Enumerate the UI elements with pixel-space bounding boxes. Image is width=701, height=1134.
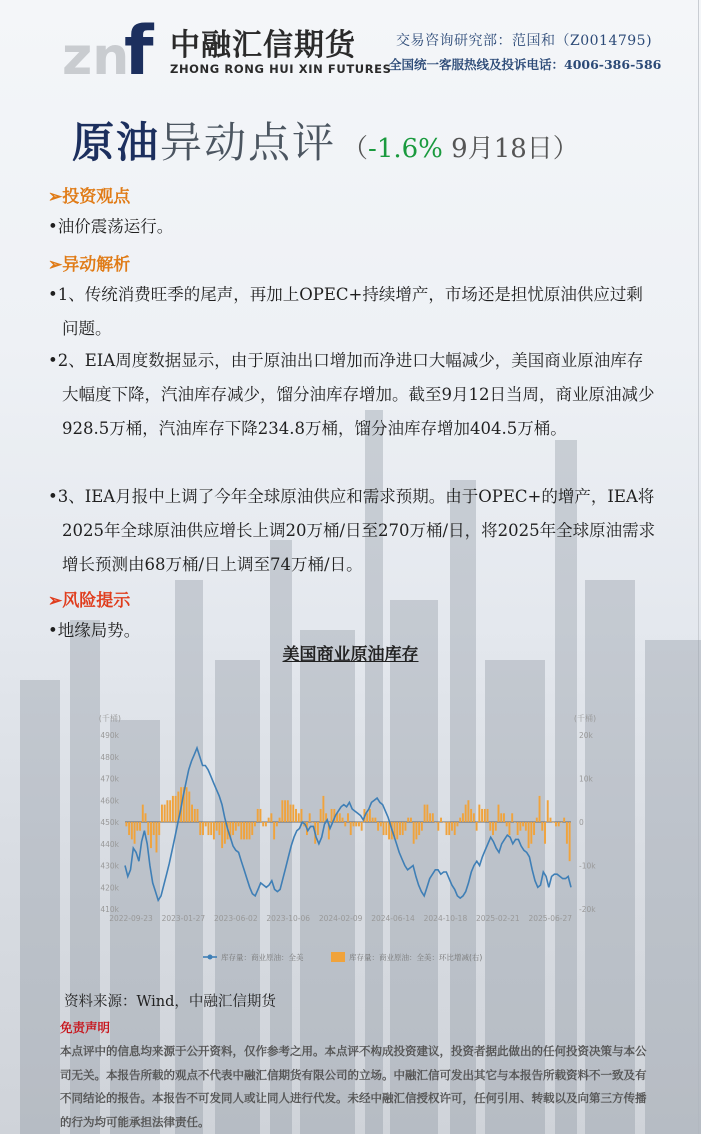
bar-mark	[544, 822, 546, 844]
bar-mark	[197, 809, 199, 822]
bar-mark	[246, 822, 248, 839]
bar-mark	[528, 822, 530, 848]
bar-mark	[218, 822, 220, 835]
legend-label-bar: 库存量：商业原油：全美：环比增减(右)	[349, 953, 483, 962]
bar-mark	[221, 822, 223, 848]
bar-mark	[550, 818, 552, 822]
bar-mark	[251, 822, 253, 835]
bar-mark	[161, 805, 163, 822]
x-tick-label: 2023-10-06	[266, 914, 311, 923]
bar-mark	[142, 805, 144, 822]
bar-mark	[374, 818, 376, 822]
bar-mark	[569, 822, 571, 861]
bar-mark	[514, 822, 516, 823]
analysis-item-1: •1、传统消费旺季的尾声，再加上OPEC+持续增产，市场还是担忧原油供应过剩问题。	[48, 285, 643, 338]
bar-mark	[366, 813, 368, 822]
inventory-line	[125, 748, 571, 900]
bar-mark	[262, 822, 264, 826]
bar-mark	[467, 800, 469, 822]
source-note: 资料来源：Wind，中融汇信期货	[64, 994, 276, 1010]
x-tick-label: 2025-02-21	[476, 914, 520, 923]
bar-mark	[339, 813, 341, 822]
bar-mark	[265, 822, 267, 826]
bar-mark	[437, 822, 439, 831]
bar-mark	[396, 822, 398, 839]
bar-mark	[347, 813, 349, 822]
bar-mark	[301, 809, 303, 822]
x-tick-label: 2024-02-09	[318, 914, 363, 923]
bar-mark	[484, 809, 486, 822]
svg-text:f: f	[124, 12, 154, 82]
bar-mark	[506, 822, 508, 826]
bar-mark	[424, 805, 426, 822]
bar-mark	[210, 822, 212, 835]
page-title	[72, 110, 579, 170]
bar-mark	[311, 822, 313, 823]
bar-mark	[317, 822, 319, 835]
bar-mark	[432, 813, 434, 822]
bar-mark	[284, 800, 286, 822]
right-tick-label: 10k	[579, 774, 593, 784]
bar-mark	[533, 822, 535, 835]
bar-mark	[511, 813, 513, 822]
bar-mark	[224, 822, 226, 844]
bar-mark	[429, 813, 431, 822]
bar-mark	[235, 822, 237, 831]
bar-mark	[358, 822, 360, 826]
bar-mark	[205, 822, 207, 826]
bar-mark	[383, 822, 385, 835]
x-tick-label: 2023-01-27	[161, 914, 206, 923]
bar-mark	[268, 818, 270, 822]
bar-mark	[128, 822, 130, 835]
bar-mark	[298, 813, 300, 822]
bar-mark	[473, 813, 475, 822]
bar-mark	[413, 822, 415, 844]
hotline-contact: 全国统一客服热线及投诉电话：4006-386-586	[389, 57, 662, 72]
bar-mark	[145, 813, 147, 822]
left-axis-unit: (千桶)	[98, 714, 121, 723]
bar-mark	[290, 805, 292, 822]
bar-mark	[279, 818, 281, 822]
bar-mark	[131, 822, 133, 839]
left-tick-label: 410k	[100, 905, 119, 914]
chart-title: 美国商业原油库存	[282, 645, 419, 665]
bar-mark	[232, 822, 234, 835]
bar-mark	[276, 822, 278, 826]
right-tick-label: 20k	[579, 731, 593, 740]
bar-mark	[440, 818, 442, 822]
bar-mark	[134, 822, 136, 844]
bar-mark	[355, 822, 357, 826]
bar-mark	[369, 809, 371, 822]
bar-mark	[517, 822, 519, 835]
disclaimer-title: 免责声明	[60, 1020, 111, 1035]
section-risk-title: ➢风险提示	[48, 591, 131, 611]
bar-mark	[194, 809, 196, 822]
bar-mark	[563, 818, 565, 822]
analysis-item-3: •3、IEA月报中上调了今年全球原油供应和需求预期。由于OPEC+的增产，IEA将2025年全球原油供应增长上调20万桶/日至270万桶/日，将2025年全球原油需求增长预测由68万桶/日上调至74万桶/日。	[48, 487, 656, 574]
left-tick-label: 470k	[100, 774, 119, 784]
bar-mark	[202, 822, 204, 835]
bar-mark	[207, 822, 209, 835]
left-tick-label: 450k	[100, 818, 119, 827]
x-tick-label: 2024-06-14	[371, 914, 415, 923]
bar-mark	[462, 813, 464, 822]
bar-mark	[238, 822, 240, 826]
company-name-en: ZHONG RONG HUI XIN FUTURES	[170, 62, 392, 76]
header	[0, 0, 701, 100]
legend-bar-swatch	[331, 952, 345, 962]
bar-mark	[495, 822, 497, 831]
bar-mark	[191, 805, 193, 822]
bar-mark	[344, 822, 346, 826]
bar-mark	[451, 822, 453, 831]
left-tick-label: 480k	[100, 752, 119, 762]
title-type: 异动点评	[160, 118, 337, 167]
bar-mark	[525, 822, 527, 831]
view-text: •油价震荡运行。	[48, 217, 174, 236]
bar-mark	[555, 822, 557, 826]
left-tick-label: 420k	[100, 883, 119, 893]
bar-mark	[443, 822, 445, 823]
right-axis-unit: (千桶)	[573, 714, 597, 723]
bar-mark	[292, 805, 294, 822]
bar-mark	[399, 822, 401, 835]
bar-mark	[249, 822, 251, 839]
title-paren-close: ）	[552, 134, 579, 164]
bar-mark	[164, 805, 166, 822]
bar-mark	[169, 800, 171, 822]
bar-mark	[536, 818, 538, 822]
company-logo-icon	[62, 10, 162, 82]
bar-mark	[136, 822, 138, 831]
bar-mark	[153, 822, 155, 835]
left-tick-label: 430k	[100, 861, 119, 871]
bar-mark	[243, 822, 245, 839]
bar-mark	[530, 822, 532, 844]
bar-mark	[541, 822, 543, 831]
bar-mark	[139, 822, 141, 831]
bar-mark	[322, 796, 324, 822]
bar-mark	[500, 813, 502, 822]
title-date: 9月18日	[442, 134, 553, 164]
bar-mark	[353, 822, 355, 826]
bar-mark	[508, 822, 510, 835]
bar-mark	[240, 822, 242, 839]
bar-mark	[487, 809, 489, 822]
bar-mark	[156, 822, 158, 852]
x-tick-label: 2022-09-23	[109, 914, 153, 923]
bar-mark	[147, 822, 149, 835]
risk-text: •地缘局势。	[48, 621, 141, 640]
bar-mark	[421, 822, 423, 831]
left-tick-label: 460k	[100, 796, 119, 806]
bar-mark	[435, 822, 437, 823]
bar-mark	[385, 822, 387, 835]
bar-mark	[405, 822, 407, 831]
bar-mark	[287, 800, 289, 822]
bar-mark	[377, 822, 379, 831]
bar-mark	[558, 822, 560, 826]
bar-mark	[158, 822, 160, 835]
bar-mark	[476, 822, 478, 831]
x-tick-label: 2024-10-18	[423, 914, 468, 923]
researcher-contact: 交易咨询研究部：范国和（Z0014795)	[396, 33, 653, 49]
legend-label-line: 库存量：商业原油：全美	[221, 953, 304, 962]
bar-mark	[519, 822, 521, 831]
bar-mark	[418, 822, 420, 835]
bar-mark	[309, 813, 311, 822]
bar-mark	[166, 800, 168, 822]
bar-mark	[331, 809, 333, 822]
company-name-cn: 中融汇信期货	[170, 28, 356, 63]
bar-mark	[273, 822, 275, 839]
x-tick-label: 2023-06-02	[214, 914, 258, 923]
bar-mark	[560, 822, 562, 823]
left-tick-label: 440k	[100, 839, 119, 849]
bar-mark	[456, 822, 458, 826]
bar-mark	[342, 818, 344, 822]
left-tick-label: 490k	[100, 731, 119, 740]
bar-mark	[407, 818, 409, 822]
bar-mark	[566, 822, 568, 844]
page-edge	[698, 0, 699, 1134]
bar-mark	[172, 796, 174, 822]
bar-mark	[498, 805, 500, 822]
bar-mark	[372, 818, 374, 822]
bar-mark	[459, 818, 461, 822]
title-paren-open: （	[342, 134, 369, 164]
bar-mark	[125, 822, 127, 826]
bar-mark	[257, 809, 259, 822]
bar-mark	[259, 809, 261, 822]
bar-mark	[380, 822, 382, 826]
bar-mark	[415, 822, 417, 839]
bar-mark	[492, 822, 494, 835]
bar-mark	[350, 822, 352, 835]
chart-svg	[95, 705, 615, 975]
bar-mark	[361, 822, 363, 831]
bar-mark	[481, 809, 483, 822]
bar-mark	[213, 822, 215, 839]
bar-mark	[150, 822, 152, 848]
bar-mark	[522, 822, 524, 826]
bar-mark	[199, 822, 201, 835]
bar-mark	[539, 796, 541, 822]
bar-mark	[465, 805, 467, 822]
bar-mark	[410, 818, 412, 822]
analysis-item-2: •2、EIA周度数据显示，由于原油出口增加而净进口大幅减少，美国商业原油库存大幅度下降，汽油库存减少，馏分油库存增加。截至9月12日当周，商业原油减少928.5万桶，汽油库存下降234.8万桶，馏分油库存增加404.5万桶。	[48, 351, 655, 438]
section-view-title: ➢投资观点	[48, 187, 131, 207]
disclaimer-text: 本点评中的信息均来源于公开资料，仅作参考之用。本点评不构成投资建议，投资者据此做出的任何投资决策与本公司无关。本报告所载的观点不代表中融汇信期货有限公司的立场。中融汇信可发出其它与本报告所载资料不一致及有不同结论的报告。本报告不可发同人或让同人进行代发。未经中融汇信授权许可，任何引用、转载以及向第三方传播的行为均可能承担法律责任。	[60, 1044, 647, 1129]
right-tick-label: -10k	[579, 861, 596, 871]
bar-mark	[478, 805, 480, 822]
bar-mark	[426, 805, 428, 822]
right-tick-label: -20k	[579, 905, 596, 914]
bar-mark	[503, 813, 505, 822]
bar-mark	[295, 809, 297, 822]
bar-mark	[402, 822, 404, 835]
x-tick-label: 2025-06-27	[528, 914, 573, 923]
bar-mark	[552, 822, 554, 823]
bar-mark	[281, 800, 283, 822]
bar-mark	[489, 822, 491, 831]
bar-mark	[186, 787, 188, 822]
title-commodity: 原油	[72, 118, 161, 167]
bar-mark	[188, 792, 190, 822]
bar-mark	[320, 809, 322, 822]
right-tick-label: 0	[579, 818, 584, 827]
bar-mark	[454, 822, 456, 835]
bar-mark	[547, 800, 549, 822]
bar-mark	[270, 813, 272, 822]
legend-line-dot	[208, 955, 213, 960]
section-analysis-title: ➢异动解析	[48, 255, 131, 275]
bar-mark	[446, 822, 448, 835]
bar-mark	[216, 822, 218, 831]
inventory-chart	[95, 705, 615, 975]
bar-mark	[175, 796, 177, 822]
bar-mark	[470, 809, 472, 822]
svg-text:zn: zn	[62, 27, 130, 82]
title-change: -1.6%	[368, 134, 443, 164]
bar-mark	[448, 822, 450, 835]
bar-mark	[254, 822, 256, 826]
